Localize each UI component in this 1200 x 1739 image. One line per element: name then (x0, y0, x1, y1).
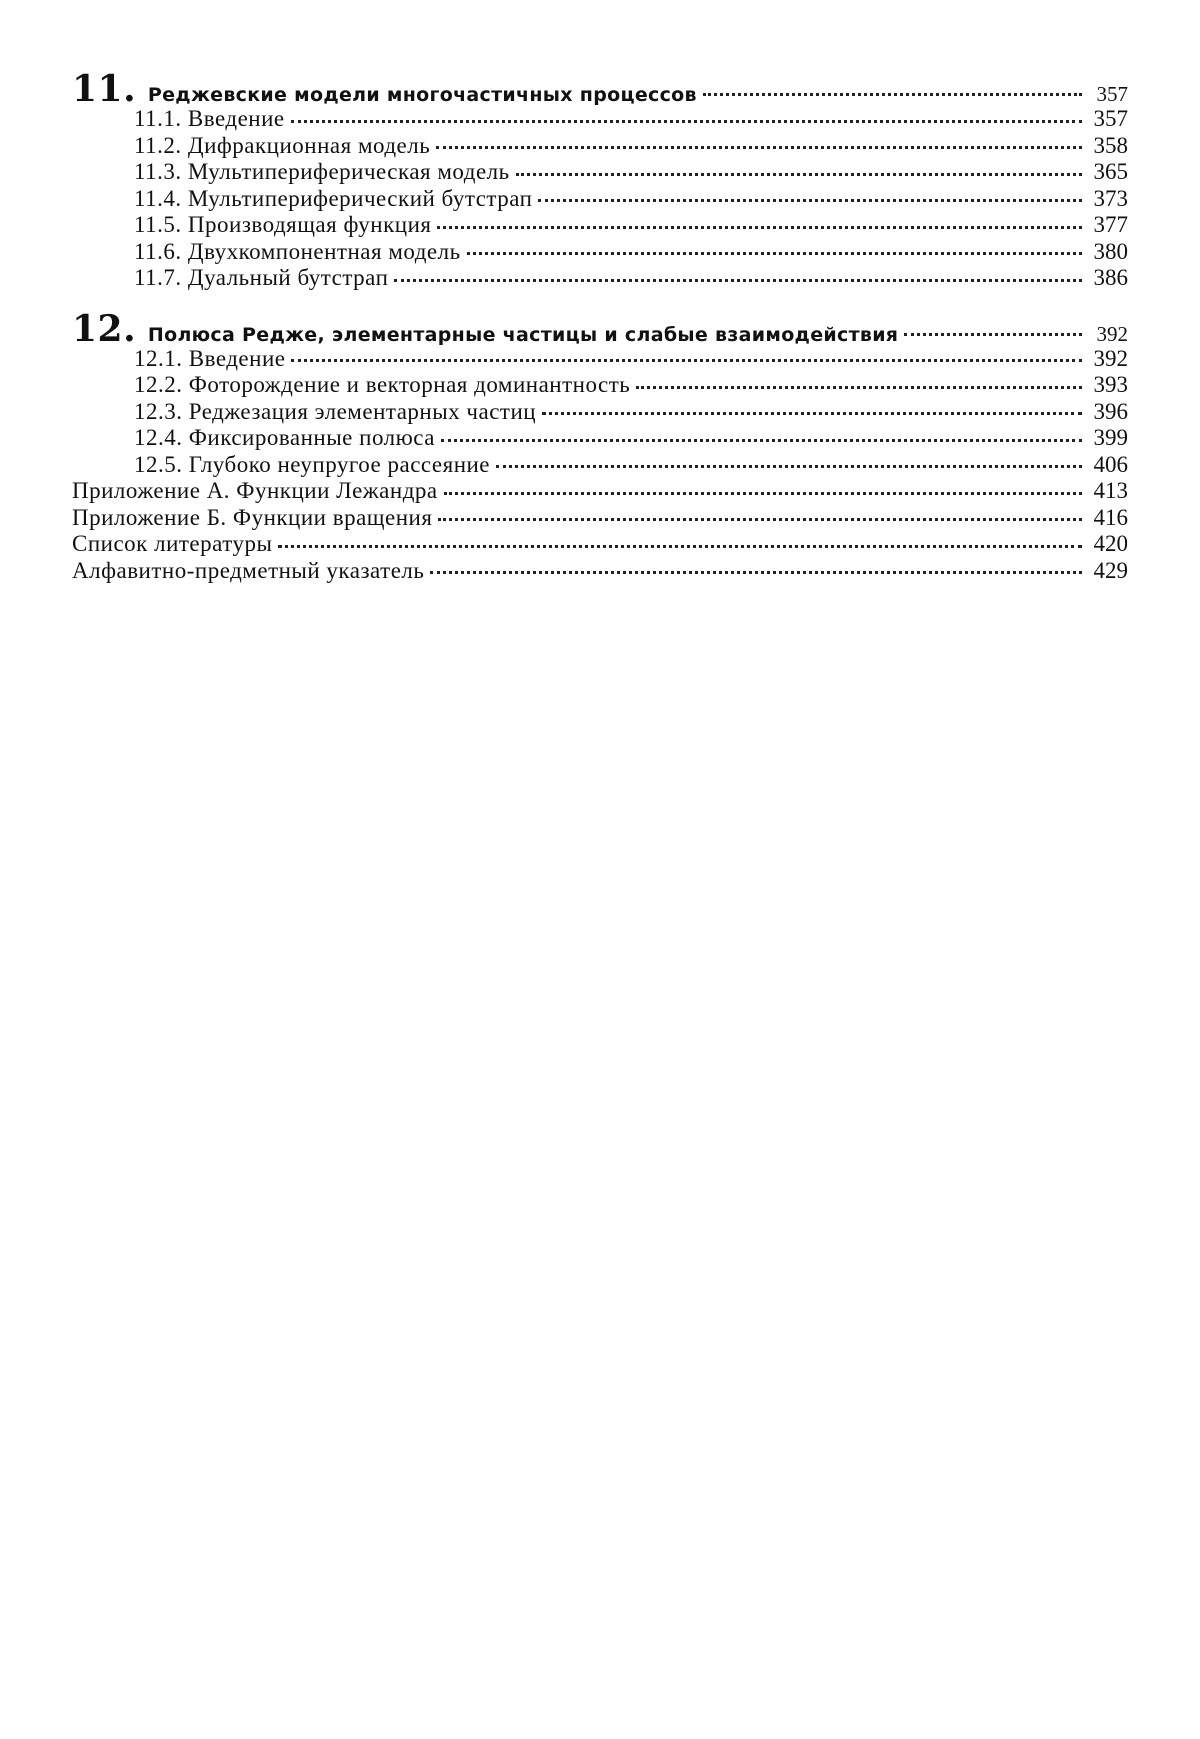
dot-leader (538, 199, 1082, 202)
dot-leader (291, 120, 1082, 123)
table-of-contents (72, 64, 1128, 590)
dot-leader (394, 279, 1082, 282)
section-label: 11.6. Двухкомпонентная модель (134, 238, 461, 264)
page-number: 380 (1093, 238, 1128, 264)
section-label: 12.5. Глубоко неупругое рассеяние (134, 451, 491, 477)
chapter-12-block (72, 308, 1128, 585)
page-number: 392 (1096, 321, 1128, 346)
page-number: 429 (1093, 557, 1128, 583)
page-number: 358 (1093, 132, 1128, 158)
section-label: 11.7. Дуальный бутстрап (134, 265, 389, 290)
page-number: 393 (1093, 372, 1128, 397)
dot-leader (437, 226, 1082, 229)
dot-leader (516, 173, 1082, 176)
page-number: 399 (1093, 425, 1128, 450)
section-label: 12.2. Фоторождение и векторная доминантность (134, 372, 631, 397)
section-label: 11.1. Введение (134, 106, 285, 131)
chapter-number: 11. (72, 68, 137, 110)
page-number: 392 (1093, 345, 1128, 371)
dot-leader (904, 333, 1082, 336)
section-entry[interactable] (72, 265, 1128, 292)
section-entry[interactable] (72, 452, 1128, 479)
page-number: 357 (1096, 82, 1128, 106)
chapter-title: Реджевские модели многочастичных процессов (147, 84, 697, 106)
section-entry[interactable] (72, 186, 1128, 213)
section-label: 12.1. Введение (134, 345, 286, 371)
dot-leader (436, 146, 1082, 149)
chapter-entry[interactable] (72, 307, 1128, 350)
section-entry[interactable] (72, 133, 1128, 160)
page-number: 420 (1093, 531, 1128, 556)
chapter-number: 12. (72, 307, 137, 350)
dot-leader (444, 492, 1082, 495)
index-entry[interactable] (72, 558, 1128, 585)
page-number: 377 (1093, 212, 1128, 237)
dot-leader (438, 518, 1082, 521)
page-number: 373 (1093, 185, 1128, 211)
page-number: 413 (1093, 478, 1128, 503)
section-entry[interactable] (72, 212, 1128, 239)
dot-leader (291, 359, 1082, 362)
section-entry[interactable] (72, 425, 1128, 452)
appendix-label: Приложение Б. Функции вращения (72, 504, 433, 530)
dot-leader (703, 93, 1082, 96)
page-number: 406 (1093, 451, 1128, 477)
appendix-entry[interactable] (72, 478, 1128, 505)
index-label: Алфавитно-предметный указатель (72, 557, 425, 583)
section-label: 11.3. Мультипериферическая модель (134, 159, 510, 184)
dot-leader (542, 412, 1082, 415)
bibliography-label: Список литературы (72, 531, 273, 556)
section-label: 11.4. Мультипериферический бутстрап (134, 185, 533, 211)
section-label: 12.4. Фиксированные полюса (134, 425, 436, 450)
page-number: 396 (1093, 398, 1128, 424)
dot-leader (636, 386, 1082, 389)
dot-leader (430, 571, 1082, 574)
page-number: 416 (1093, 504, 1128, 530)
bibliography-entry[interactable] (72, 531, 1128, 558)
appendix-label: Приложение А. Функции Лежандра (72, 478, 438, 503)
section-label: 12.3. Реджезация элементарных частиц (134, 398, 537, 424)
dot-leader (278, 545, 1082, 548)
chapter-11-block (72, 68, 1128, 292)
section-entry[interactable] (72, 399, 1128, 426)
chapter-title: Полюса Редже, элементарные частицы и слабые взаимодействия (147, 323, 899, 346)
section-entry[interactable] (72, 239, 1128, 266)
dot-leader (467, 252, 1082, 255)
dot-leader (441, 439, 1082, 442)
page-number: 386 (1093, 265, 1128, 290)
section-label: 11.2. Дифракционная модель (134, 132, 431, 158)
chapter-entry[interactable] (72, 68, 1128, 110)
dot-leader (496, 465, 1082, 468)
page-number: 365 (1093, 159, 1128, 184)
section-entry[interactable] (72, 372, 1128, 399)
section-entry[interactable] (72, 159, 1128, 186)
appendix-entry[interactable] (72, 505, 1128, 532)
page-number: 357 (1093, 106, 1128, 131)
section-label: 11.5. Производящая функция (134, 212, 432, 237)
